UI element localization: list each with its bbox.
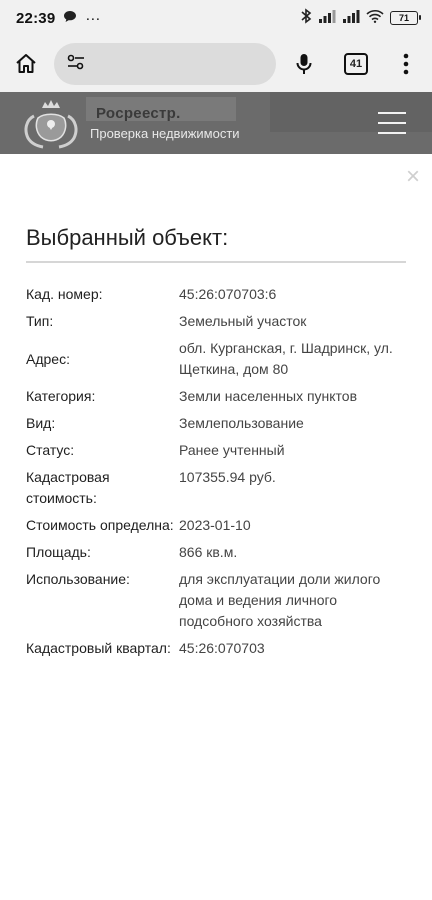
detail-row-type <box>26 311 406 332</box>
detail-value: 107355.94 руб. <box>179 469 276 485</box>
battery-indicator: 71 <box>390 11 418 25</box>
detail-row-cadastral-quarter <box>26 638 406 659</box>
signal-icon-2 <box>342 9 360 27</box>
microphone-icon[interactable] <box>290 50 318 78</box>
site-brand: Росреестр. <box>96 105 181 122</box>
browser-toolbar <box>0 36 432 92</box>
detail-label: Стоимость определна: <box>26 517 174 533</box>
detail-label: Тип: <box>26 313 54 329</box>
detail-label: Вид: <box>26 415 56 431</box>
status-bar <box>0 0 432 36</box>
detail-label: Кадастровая стоимость: <box>26 469 110 506</box>
address-bar[interactable] <box>54 43 276 85</box>
detail-label: Площадь: <box>26 544 91 560</box>
more-notifications-icon: ··· <box>85 9 101 27</box>
detail-label: Категория: <box>26 388 96 404</box>
detail-label: Статус: <box>26 442 75 458</box>
detail-row-area <box>26 542 406 563</box>
detail-value: 45:26:070703:6 <box>179 286 277 302</box>
detail-value: Ранее учтенный <box>179 442 285 458</box>
detail-value: для эксплуатации доли жилого дома и ведения личного подсобного хозяйства <box>179 571 381 629</box>
chat-bubble-icon <box>63 10 77 27</box>
bluetooth-icon <box>300 8 312 28</box>
panel-title: Выбранный объект: <box>26 225 229 250</box>
hamburger-menu-icon[interactable] <box>378 110 406 136</box>
detail-label: Кадастровый квартал: <box>26 640 171 656</box>
tabs-button[interactable] <box>342 50 370 78</box>
wifi-icon <box>366 9 384 27</box>
tabs-count: 41 <box>344 53 368 75</box>
detail-row-usage <box>26 569 406 632</box>
site-settings-icon[interactable] <box>66 53 86 76</box>
home-icon[interactable] <box>12 50 40 78</box>
detail-row-address <box>26 338 406 380</box>
detail-value: обл. Курганская, г. Шадринск, ул. Щеткина, дом 80 <box>179 340 393 377</box>
detail-label: Адрес: <box>26 350 70 367</box>
detail-row-kind <box>26 413 406 434</box>
detail-value: Земли населенных пунктов <box>179 388 358 404</box>
detail-label: Кад. номер: <box>26 286 103 302</box>
emblem-logo[interactable] <box>22 96 80 150</box>
detail-row-cadastral-value <box>26 467 406 509</box>
detail-row-cad-number <box>26 284 406 305</box>
object-details <box>26 284 406 665</box>
detail-value: 2023-01-10 <box>179 517 251 533</box>
site-header <box>0 92 432 154</box>
more-menu-icon[interactable] <box>392 50 420 78</box>
detail-row-status <box>26 440 406 461</box>
detail-value: 45:26:070703 <box>179 640 265 656</box>
detail-label: Использование: <box>26 571 130 587</box>
detail-value: Земельный участок <box>179 313 307 329</box>
detail-value: 866 кв.м. <box>179 544 238 560</box>
detail-value: Землепользование <box>179 415 304 431</box>
detail-row-value-date <box>26 515 406 536</box>
signal-icon <box>318 9 336 27</box>
title-divider <box>26 261 406 263</box>
status-time: 22:39 <box>16 9 56 27</box>
detail-row-category <box>26 386 406 407</box>
site-tagline: Проверка недвижимости <box>90 126 240 141</box>
close-icon[interactable]: × <box>405 163 420 190</box>
